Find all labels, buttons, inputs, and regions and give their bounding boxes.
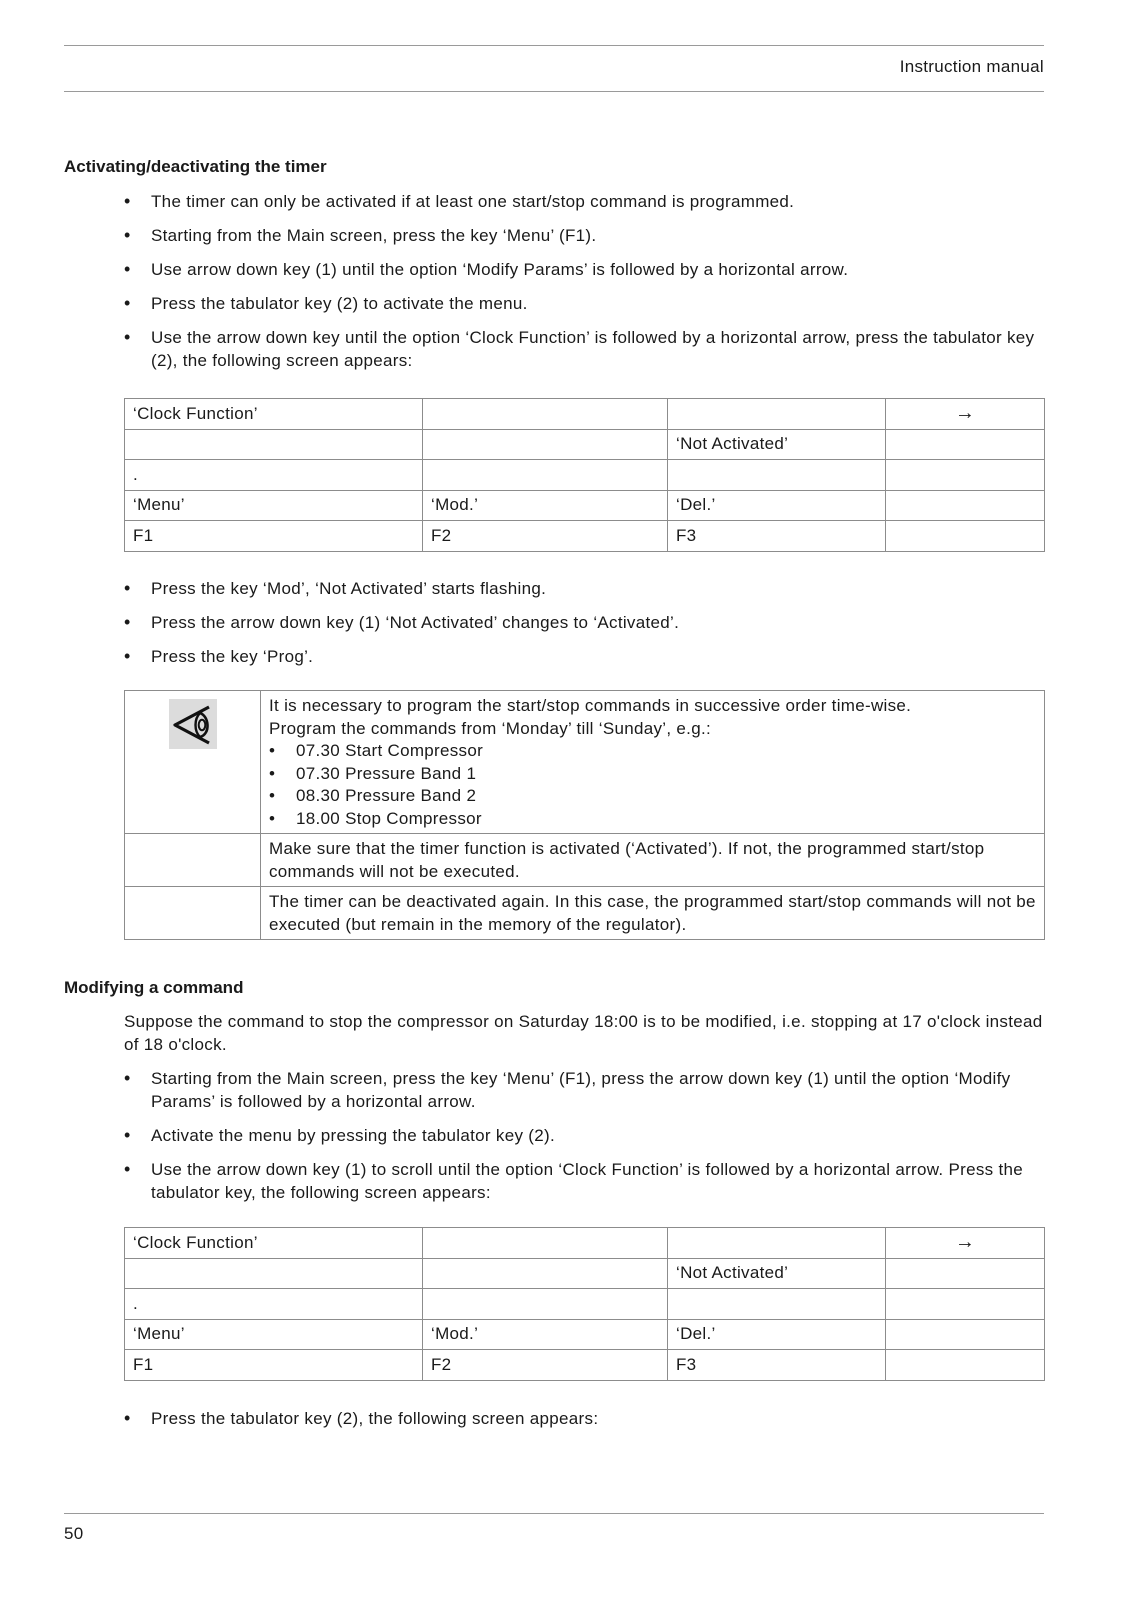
list-item: • Use the arrow down key (1) to scroll until the option ‘Clock Function’ is followed by a horizontal arrow. Press the tabulator key, the following screen appears: (124, 1158, 1044, 1204)
screen-cell: ‘Del.’ (668, 490, 886, 521)
footer-rule (64, 1513, 1044, 1514)
list-item: • Press the tabulator key (2), the following screen appears: (124, 1407, 1044, 1430)
screen-cell: ‘Not Activated’ (668, 1258, 886, 1289)
list-item: • Activate the menu by pressing the tabulator key (2). (124, 1124, 1044, 1147)
screen-cell: ‘Menu’ (125, 1319, 423, 1350)
list-item: • Use arrow down key (1) until the option ‘Modify Params’ is followed by a horizontal arrow. (124, 258, 1044, 281)
screen-cell (668, 460, 886, 491)
screen-cell (423, 460, 668, 491)
list-item: • Press the tabulator key (2) to activate the menu. (124, 292, 1044, 315)
list-item: • 18.00 Stop Compressor (269, 808, 1036, 831)
list-item: • 07.30 Pressure Band 1 (269, 763, 1036, 786)
eye-icon (169, 699, 217, 749)
screen-cell (423, 1258, 668, 1289)
screen-cell (886, 490, 1045, 521)
screen-cell (886, 1289, 1045, 1320)
header-title: Instruction manual (899, 57, 1044, 76)
screen-cell (423, 1228, 668, 1259)
header-rule-top (64, 45, 1044, 46)
note-icon-cell (125, 691, 261, 834)
timer-steps-list (124, 190, 1044, 372)
modify-steps-after-list (124, 1407, 1044, 1430)
note-text-activated: Make sure that the timer function is activated (‘Activated’). If not, the programmed start/stop commands will not be executed. (261, 834, 1045, 887)
note-text-deactivate: The timer can be deactivated again. In this case, the programmed start/stop commands will not be executed (but remain in the memory of the regulator). (261, 887, 1045, 940)
screen-cell (423, 399, 668, 430)
note-box (124, 690, 1045, 940)
screen-cell: F1 (125, 1350, 423, 1381)
note-intro-line: It is necessary to program the start/stop commands in successive order time-wise. (269, 696, 912, 715)
right-arrow-icon: → (886, 1228, 1045, 1259)
modify-intro-paragraph: Suppose the command to stop the compressor on Saturday 18:00 is to be modified, i.e. stopping at 17 o'clock instead of 18 o'clock. (124, 1012, 1043, 1054)
screen-cell (125, 1258, 423, 1289)
note-text-main (261, 691, 1045, 834)
screen-cell: ‘Mod.’ (423, 490, 668, 521)
list-item: • 08.30 Pressure Band 2 (269, 785, 1036, 808)
screen-cell: . (125, 1289, 423, 1320)
screen-cell (886, 429, 1045, 460)
screen-cell: ‘Menu’ (125, 490, 423, 521)
list-item: • The timer can only be activated if at least one start/stop command is programmed. (124, 190, 1044, 213)
note-empty-cell (125, 887, 261, 940)
screen-cell (423, 429, 668, 460)
screen-cell: . (125, 460, 423, 491)
list-item: • Press the key ‘Prog’. (124, 645, 1044, 668)
screen-cell: ‘Clock Function’ (125, 399, 423, 430)
screen-cell: ‘Mod.’ (423, 1319, 668, 1350)
screen-cell: F2 (423, 1350, 668, 1381)
screen-cell (423, 1289, 668, 1320)
timer-steps-after-list (124, 577, 1044, 668)
modify-steps-list (124, 1067, 1044, 1204)
page-number: 50 (64, 1524, 84, 1543)
screen-cell: ‘Not Activated’ (668, 429, 886, 460)
note-intro-line: Program the commands from ‘Monday’ till ‘Sunday’, e.g.: (269, 718, 711, 738)
screen-cell: F3 (668, 521, 886, 552)
screen-cell (125, 429, 423, 460)
list-item: • Starting from the Main screen, press the key ‘Menu’ (F1), press the arrow down key (1) until the option ‘Modify Params’ is followed by a horizontal arrow. (124, 1067, 1044, 1113)
clock-function-screen-1 (124, 398, 1045, 552)
screen-cell: F3 (668, 1350, 886, 1381)
section-title-modify: Modifying a command (64, 978, 244, 997)
screen-cell (886, 1258, 1045, 1289)
right-arrow-icon: → (886, 399, 1045, 430)
screen-cell (668, 1228, 886, 1259)
note-empty-cell (125, 834, 261, 887)
list-item: • Press the arrow down key (1) ‘Not Activated’ changes to ‘Activated’. (124, 611, 1044, 634)
screen-cell: ‘Clock Function’ (125, 1228, 423, 1259)
screen-cell (886, 460, 1045, 491)
screen-cell (886, 1350, 1045, 1381)
screen-cell: F1 (125, 521, 423, 552)
list-item: • Press the key ‘Mod’, ‘Not Activated’ starts flashing. (124, 577, 1044, 600)
note-examples-list (269, 740, 1036, 830)
list-item: • 07.30 Start Compressor (269, 740, 1036, 763)
screen-cell: F2 (423, 521, 668, 552)
clock-function-screen-2 (124, 1227, 1045, 1381)
screen-cell (668, 1289, 886, 1320)
screen-cell (886, 1319, 1045, 1350)
list-item: • Starting from the Main screen, press the key ‘Menu’ (F1). (124, 224, 1044, 247)
screen-cell: ‘Del.’ (668, 1319, 886, 1350)
list-item: • Use the arrow down key until the option ‘Clock Function’ is followed by a horizontal arrow, press the tabulator key (2), the following screen appears: (124, 326, 1044, 372)
screen-cell (668, 399, 886, 430)
header-rule-bottom (64, 91, 1044, 92)
section-title-timer: Activating/deactivating the timer (64, 157, 327, 176)
screen-cell (886, 521, 1045, 552)
